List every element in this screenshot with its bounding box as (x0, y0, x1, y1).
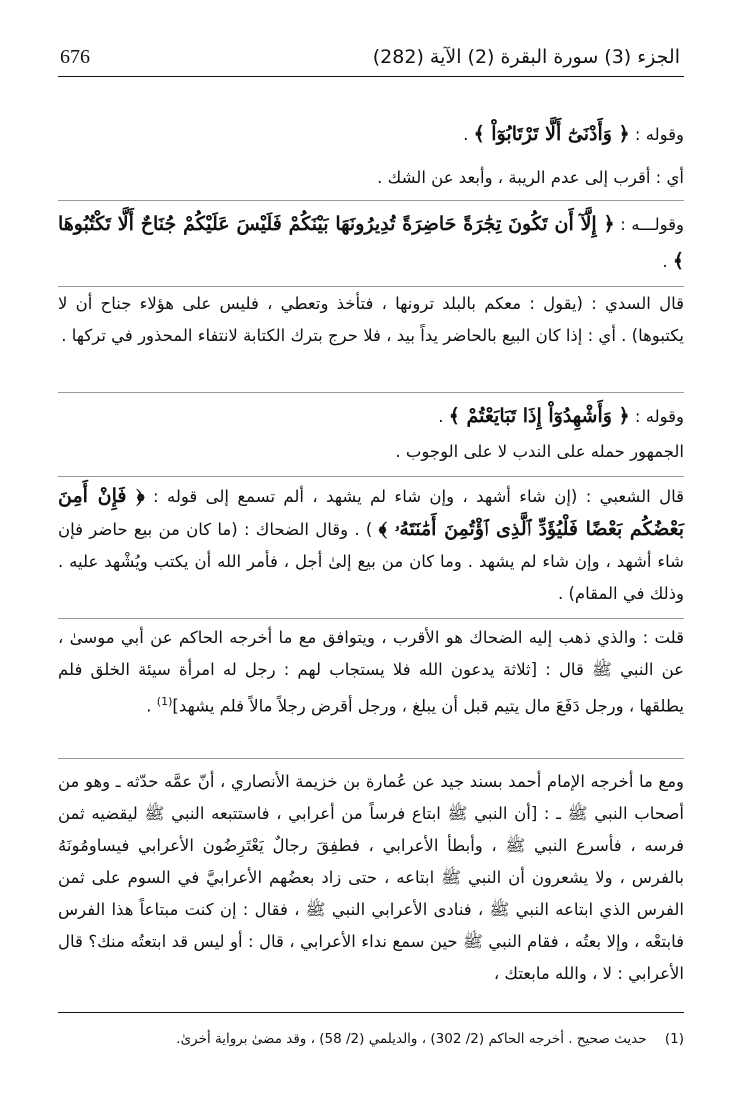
running-head: الجزء (3) سورة البقرة (2) الآية (282) (372, 46, 680, 68)
verse-quote-3: وقوله : ﴿ وَأَشْهِدُوٓاْ إِذَا تَبَايَعْتُمْ ﴾ . (438, 405, 684, 427)
paragraph-text: قال السدي : (يقول : معكم بالبلد ترونها ، فتأخذ وتعطي ، فليس على هؤلاء جناح أن لا يكتبوها) . أي : إذا كان البيع بالحاضر يداً بيد ، فلا حرج بترك الكتابة لانتفاء المحذور في تركها . (58, 294, 684, 345)
separator (58, 618, 684, 619)
paragraph-text: أي : أقرب إلى عدم الريبة ، وأبعد عن الشك . (377, 168, 684, 187)
verse-quote-2: وقولـــه : ﴿ إِلَّآ أَن تَكُونَ تِجَٰرَةً حَاضِرَةً تُدِيرُونَهَا بَيْنَكُمْ فَلَيْسَ عَلَيْكُمْ جُنَاحٌ أَلَّا تَكْتُبُوهَا ﴾ . (58, 213, 684, 272)
verse-prefix: وقولـــه : (614, 215, 684, 234)
quran-verse: ﴿ وَأَشْهِدُوٓاْ إِذَا تَبَايَعْتُمْ ﴾ (448, 405, 630, 427)
separator (58, 392, 684, 393)
separator (58, 286, 684, 287)
footnote-rule (58, 1012, 684, 1013)
footnote-number: (1) (664, 1031, 684, 1047)
quran-verse: ﴿ إِلَّآ أَن تَكُونَ تِجَٰرَةً حَاضِرَةً تُدِيرُونَهَا بَيْنَكُمْ فَلَيْسَ عَلَيْكُمْ جُنَاحٌ أَلَّا تَكْتُبُوهَا ﴾ (58, 213, 684, 272)
footnote-text: حديث صحيح . أخرجه الحاكم (2/ 302) ، والديلمي (2/ 58) ، وقد مضىٰ برواية أخرىٰ. (176, 1031, 647, 1047)
paragraph-text: الجمهور حمله على الندب لا على الوجوب . (395, 442, 684, 461)
separator (58, 200, 684, 201)
footnote (58, 1028, 684, 1050)
shabi-paragraph: قال الشعبي : (إن شاء أشهد ، وإن شاء لم يشهد ، ألم تسمع إلى قوله : ﴿ فَإِنْ أَمِنَ بَعْضُكُم بَعْضًا فَلْيُؤَدِّ ٱلَّذِى ٱؤْتُمِنَ أَمَٰنَتَهُۥ ﴾ ) . وقال الضحاك : (ما كان من بيع حاضر فإن شاء أشهد ، وإن شاء لم يشهد . وما كان من بيع إلىٰ أجل ، فأمر الله أن يكتب ويُشْهد عليه . وذلك في المقام) . (58, 485, 685, 603)
book-page (58, 40, 684, 1070)
suddi-paragraph (58, 288, 684, 352)
separator (58, 758, 684, 759)
verse-quote-1: وقوله : ﴿ وَأَدْنَىٰٓ أَلَّا تَرْتَابُوٓاْ ﴾ . (463, 123, 684, 145)
explanation-paragraph (58, 162, 684, 194)
verse-prefix: وقوله : (629, 407, 684, 426)
hakim-paragraph: قلت : والذي ذهب إليه الضحاك هو الأقرب ، ويتوافق مع ما أخرجه الحاكم عن أبي موسىٰ ، عن النبي ﷺ قال : [ثلاثة يدعون الله فلا يستجاب لهم : رجل له امرأة سيئة الخلق فلم يطلقها ، ورجل دَفَعَ مال يتيم قبل أن يبلغ ، ورجل أقرض رجلاً مالاً فلم يشهد]$^{(1)}$ . (58, 628, 684, 716)
footnote-marker[interactable]: (1) (156, 695, 173, 708)
paragraph-text: قلت : والذي ذهب إليه الضحاك هو الأقرب ، ويتوافق مع ما أخرجه الحاكم عن أبي موسىٰ ، عن النبي ﷺ قال : [ثلاثة يدعون الله فلا يستجاب لهم : رجل له امرأة سيئة الخلق فلم يطلقها ، ورجل دَفَعَ مال يتيم قبل أن يبلغ ، ورجل أقرض رجلاً مالاً فلم يشهد] (58, 628, 684, 716)
quran-verse: ﴿ فَإِنْ أَمِنَ بَعْضُكُم بَعْضًا فَلْيُؤَدِّ ٱلَّذِى ٱؤْتُمِنَ أَمَٰنَتَهُۥ ﴾ (58, 485, 685, 540)
separator (58, 476, 684, 477)
jumhur-paragraph (58, 436, 684, 468)
quran-verse: ﴿ وَأَدْنَىٰٓ أَلَّا تَرْتَابُوٓاْ ﴾ (473, 123, 630, 145)
ahmad-paragraph (58, 766, 684, 990)
page-number: 676 (60, 46, 90, 68)
page-header (58, 40, 684, 77)
paragraph-text: ومع ما أخرجه الإمام أحمد بسند جيد عن عُمارة بن خزيمة الأنصاري ، أنّ عمَّه حدّثه ـ وهو من أصحاب النبي ﷺ ـ : [أن النبي ﷺ ابتاع فرساً من أعرابي ، فاستتبعه النبي ﷺ ليقضيه ثمن فرسه ، فأسرع النبي ﷺ ، وأبطأ الأعرابي ، فطفِقَ رجالٌ يَعْتَرِضُون الأعرابي فيساومُونَهُ بالفرس ، ولا يشعرون أن النبي ﷺ ابتاعه ، حتى زاد بعضُهم الأعرابيَّ في السوم على ثمن الفرس الذي ابتاعه النبي ﷺ ، فنادى الأعرابي النبي ﷺ ، فقال : إن كنت مبتاعاً هذا الفرس فابتعْه ، وإلا بعتُه ، فقام النبي ﷺ حين سمع نداء الأعرابي ، قال : أو ليس قد ابتعتُه منك؟ قال الأعرابي : لا ، والله مابعتك ، (58, 772, 684, 983)
verse-prefix: وقوله : (629, 125, 684, 144)
paragraph-text: قال الشعبي : (إن شاء أشهد ، وإن شاء لم يشهد ، ألم تسمع إلى قوله : (144, 487, 684, 506)
